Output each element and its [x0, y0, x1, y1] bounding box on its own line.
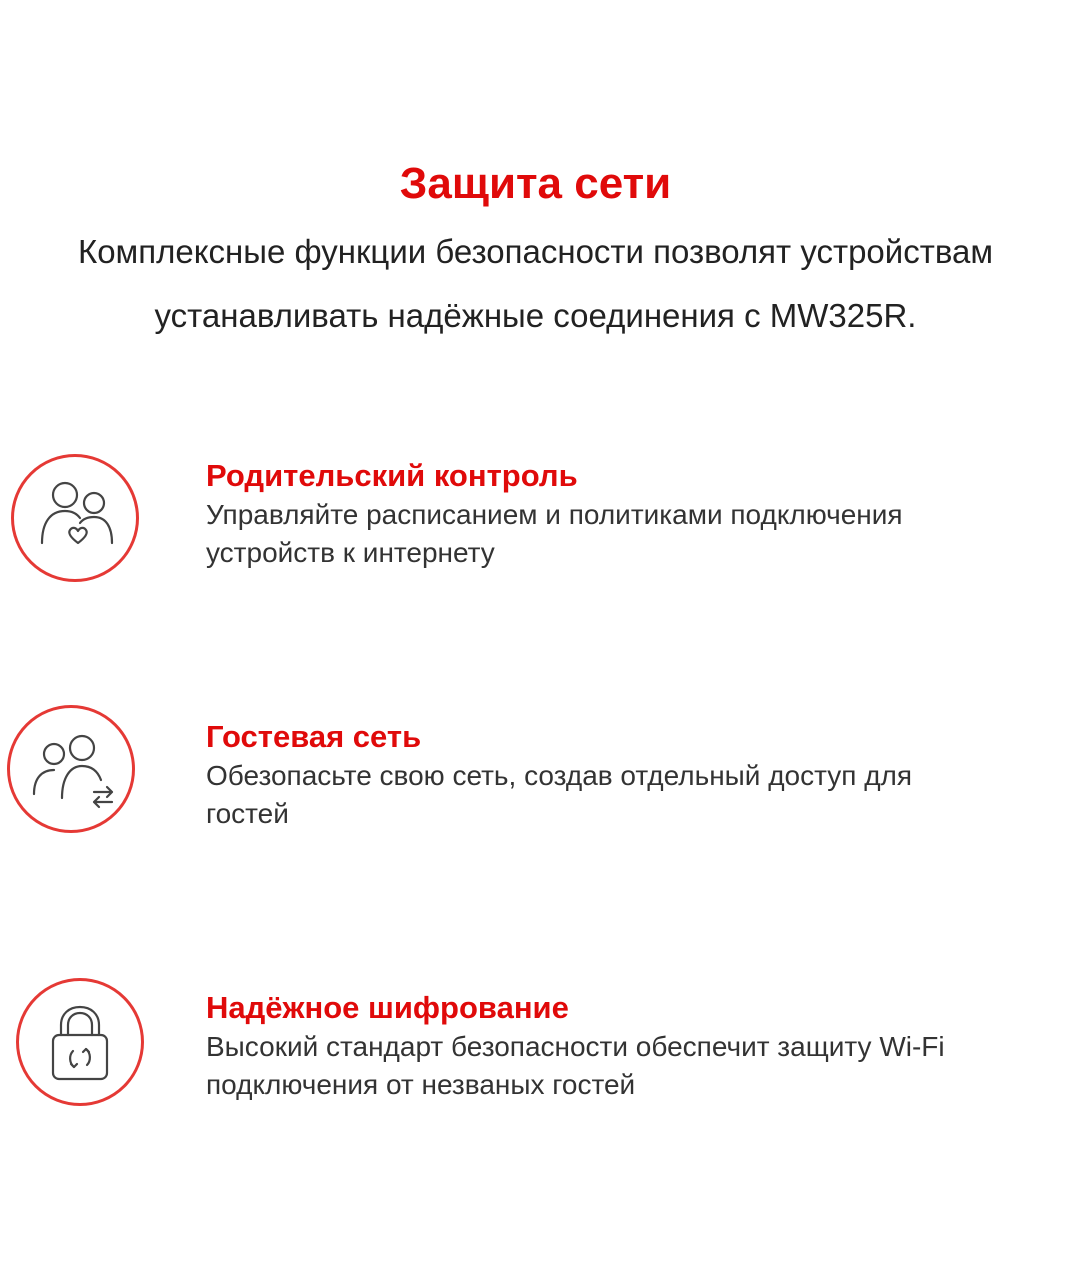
- feature-description-line-1: Обезопасьте свою сеть, создав отдельный доступ для: [206, 760, 913, 791]
- feature-description-line-2: подключения от незваных гостей: [206, 1069, 636, 1100]
- feature-description-line-2: гостей: [206, 798, 289, 829]
- feature-guest-network: [0, 705, 1071, 845]
- feature-encryption: [0, 978, 1071, 1118]
- feature-description: [206, 757, 1056, 833]
- feature-text: [206, 988, 1056, 1104]
- guest-network-icon: [7, 705, 135, 833]
- page-title: Защита сети: [399, 159, 672, 208]
- feature-description-line-1: Высокий стандарт безопасности обеспечит защиту Wi-Fi: [206, 1031, 945, 1062]
- feature-title: Родительский контроль: [206, 458, 578, 493]
- feature-text: [206, 717, 1056, 833]
- feature-parental-control: [0, 454, 1071, 594]
- feature-description: [206, 1028, 1056, 1104]
- feature-text: [206, 456, 1056, 572]
- encryption-lock-icon: [16, 978, 144, 1106]
- feature-title: Надёжное шифрование: [206, 990, 569, 1025]
- feature-description: [206, 496, 1056, 572]
- feature-description-line-2: устройств к интернету: [206, 537, 495, 568]
- subtitle-line-2: устанавливать надёжные соединения с MW325R.: [154, 297, 917, 334]
- subtitle-line-1: Комплексные функции безопасности позволят устройствам: [77, 233, 994, 270]
- feature-description-line-1: Управляйте расписанием и политиками подключения: [206, 499, 903, 530]
- page-subtitle: [0, 220, 1071, 348]
- parental-control-icon: [11, 454, 139, 582]
- feature-title: Гостевая сеть: [206, 719, 422, 754]
